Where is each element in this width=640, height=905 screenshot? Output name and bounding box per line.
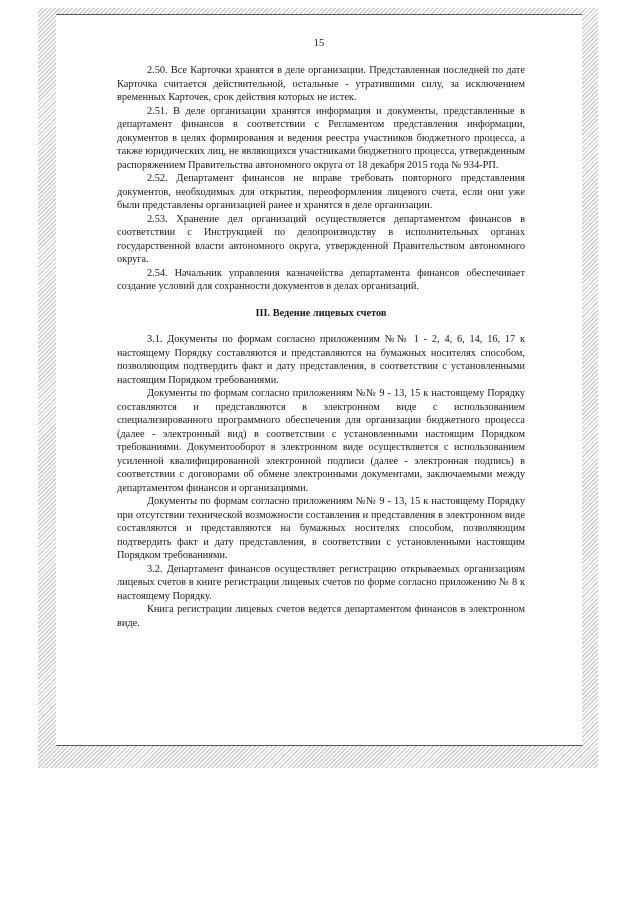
- bottom-rule: [56, 745, 582, 746]
- paragraph-2-53: 2.53. Хранение дел организаций осуществляется департаментом финансов в соответствии с Инструкцией по делопроизводству в исполнительных органах государственной власти автономного округа, утвержденной Правительством автономного округа.: [117, 213, 525, 265]
- paragraph-3-1-electronic: Документы по формам согласно приложениям №№ 9 - 13, 15 к настоящему Порядку составляются и представляются в электронном виде с использованием специализированного программного обеспечения для организации бюджетного процесса (далее - электронный вид) в соответствии с установленными настоящим Порядком требованиями. Документооборот в электронном виде осуществляется с использованием усиленной квалифицированной электронной подписи (далее - электронная подпись) в соответствии с договорами об обмене электронными документами, заключаемыми между департаментом финансов и организациями.: [117, 388, 525, 494]
- paragraph-3-2: 3.2. Департамент финансов осуществляет регистрацию открываемых организациям лицевых счетов в книге регистрации лицевых счетов по форме согласно приложению № 8 к настоящему Порядку.: [117, 563, 525, 602]
- section-heading: III. Ведение лицевых счетов: [255, 307, 387, 319]
- document-body: [117, 64, 525, 630]
- paragraph-2-50: 2.50. Все Карточки хранятся в деле организации. Представленная последней по дате Карточка считается действительной, остальные - утратившими силу, за исключением временных Карточек, срок действия которых не истек.: [117, 65, 525, 103]
- document-page: [56, 14, 582, 746]
- paragraph-3-1-paper: Документы по формам согласно приложениям №№ 9 - 13, 15 к настоящему Порядку при отсутствии технической возможности составления и представления в электронном виде составляются и представляются на бумажных носителях способом, позволяющим подтвердить факт и дату представления, в соответствии с установленными настоящим Порядком требованиями.: [117, 496, 525, 561]
- paragraph-2-52: 2.52. Департамент финансов не вправе требовать повторного представления документов, необходимых для открытия, переоформления лицевого счета, если они уже были представлены организацией ранее и хранятся в деле организации.: [117, 173, 525, 211]
- paragraph-2-51: 2.51. В деле организации хранятся информация и документы, представленные в департамент финансов в соответствии с Регламентом представления информации, документов в целях формирования и ведения реестра участников бюджетного процесса, а также юридических лиц, не являющихся участниками бюджетного процесса, утвержденным распоряжением Правительства автономного округа от 18 декабря 2015 года № 934-РП.: [117, 105, 525, 171]
- paragraph-3-1: 3.1. Документы по формам согласно приложениям №№ 1 - 2, 4, 6, 14, 16, 17 к настоящему Порядку составляются и представляются на бумажных носителях способом, позволяющим подтвердить факт и дату представления, в соответствии с установленными настоящим Порядком требованиями.: [117, 334, 525, 386]
- paragraph-3-2-register: Книга регистрации лицевых счетов ведется департаментом финансов в электронном виде.: [117, 604, 525, 629]
- paragraph-2-54: 2.54. Начальник управления казначейства департамента финансов обеспечивает создание условий для сохранности документов в делах организаций.: [117, 267, 525, 292]
- top-rule: [56, 14, 582, 15]
- page-number: 15: [313, 38, 325, 49]
